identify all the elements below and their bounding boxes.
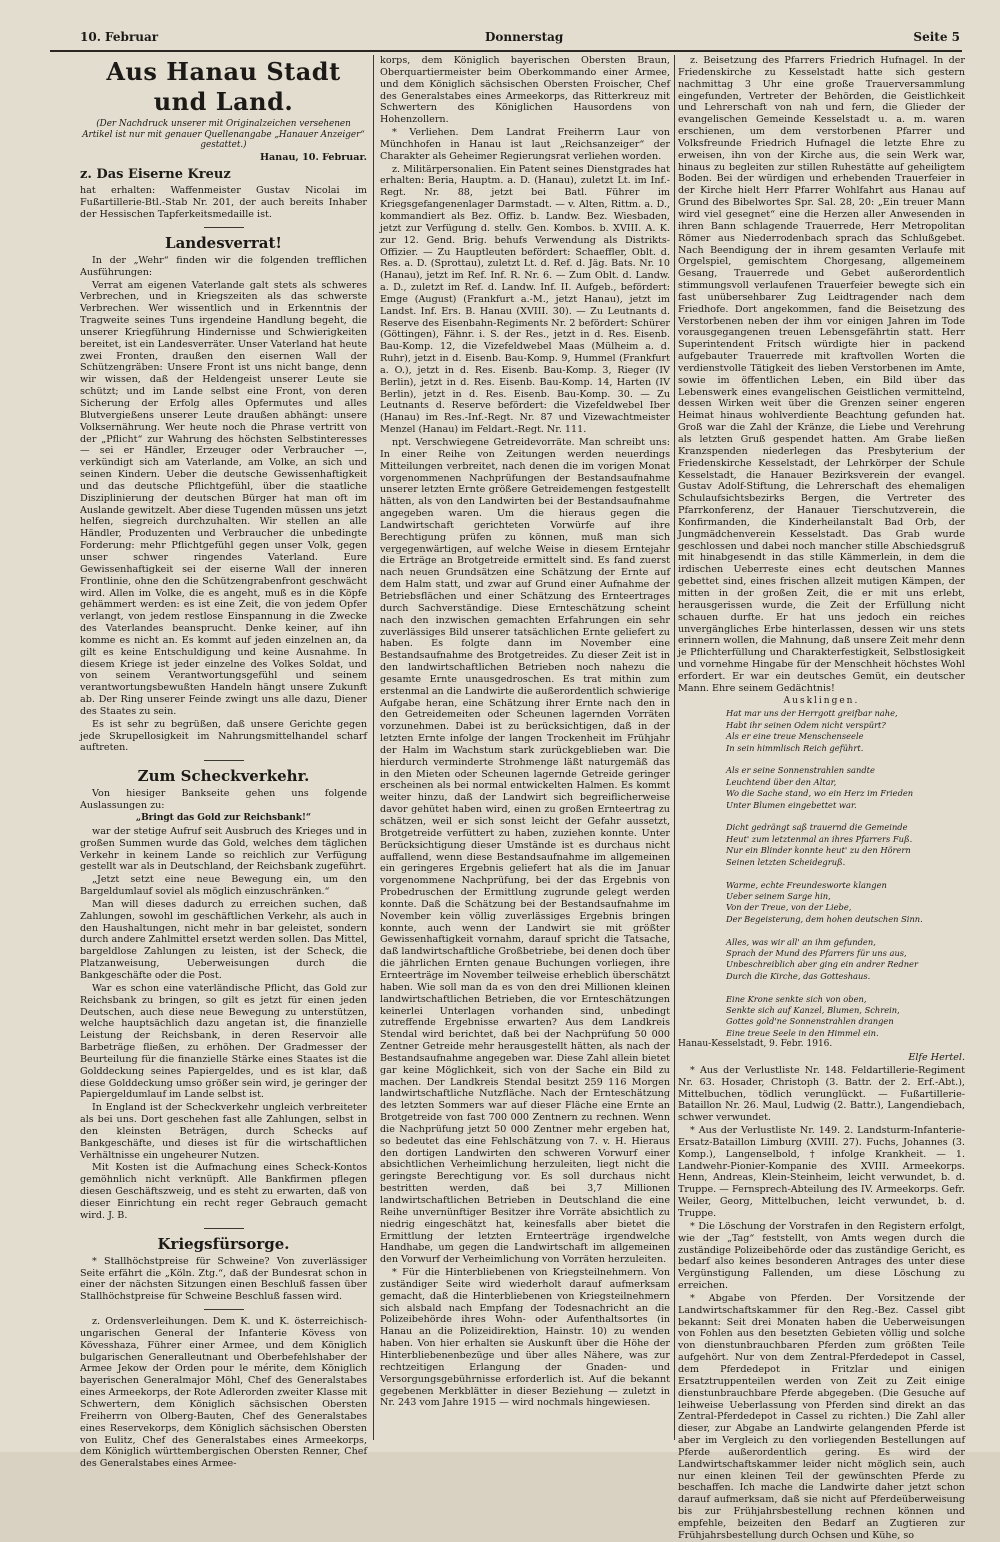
poem-place-date: Hanau-Kesselstadt, 9. Febr. 1916. [678,1039,833,1050]
poem-line: Dicht gedrängt saß trauernd die Gemeinde [726,822,908,833]
poem-line: Hat mar uns der Herrgott greifbar nahe, [726,708,898,719]
paragraph: In England ist der Scheckverkehr ungleich verbreiteter als bei uns. Dort geschehen fast alle Zahlungen, selbst in den kleinsten Beträgen, durch Schecks auf Bankgeschäfte, und dieses ist für die wirtschaftlichen Verhältnisse ein ungeheurer Nutzen. [80,1102,367,1161]
paragraph: * Für die Hinterbliebenen von Kriegsteilnehmern. Von zuständiger Seite wird wiederholt darauf aufmerksam gemacht, daß die Hinterbliebenen von Kriegsteilnehmern sich alsbald nach Empfang der Todesnachricht an die Polizeibehörde ihres Wohn- oder Aufenthaltsortes (in Hanau an die Polizeidirektion, Hainstr. 10) zu wenden haben. Von hier erhalten sie Auskunft über die Höhe der Hinterbliebenenbezüge und über alles Nähere, was zur rechtzeitigen Erlangung der Gnaden- und Versorgungsgebührnisse erforderlich ist. Auf die bekannt gegebenen Merkblätter in dieser Beziehung — zuletzt in Nr. 243 vom Jahre 1915 — wird nochmals hingewiesen. [380,1267,670,1409]
dateline: Hanau, 10. Februar. [259,151,367,163]
poem-line: Heut' zum letztenmal an ihres Pfarrers Fuß. [726,833,913,844]
paragraph: z. Beisetzung des Pfarrers Friedrich Hufnagel. In der Friedenskirche zu Kesselstadt hatte sich gestern nachmittag 3 Uhr eine große Trauerversammlung eingefunden, Vertreter der Behörden, die Geistlichkeit und Lehrerschaft von nah und fern, die Glieder der evangelischen Gemeinde Kesselstadt u. a. m. waren erschienen, um dem verstorbenen Pfarrer und Volksfreunde Friedrich Hufnagel die letzte Ehre zu erweisen, ihn von der Kirche aus, die sein Werk war, hinaus zu begleiten zur stillen Ruhestätte auf geheiligtem Boden. Bei der würdigen und erhebenden Trauerfeier in der Kirche hielt Herr Pfarrer Wohlfahrt aus Hanau auf Grund des Bibelwortes Spr. Sal. 28, 20: „Ein treuer Mann wird viel gesegnet“ eine die Herzen aller Anwesenden in ihren Bann schlagende Trauerrede, Herr Metropolitan Römer aus Niederrodenbach sprach das Schlußgebet. Nach Beendigung der in ihrem gesamten Verlaufe mit Orgelspiel, gemischtem Chorgesang, allgemeinem Gesang, Trauerrede und Gebet außerordentlich stimmungsvoll verlaufenen Trauerfeier bewegte sich ein fast unübersehbarer Zug Leidtragender nach dem Friedhofe. Dort angekommen, fand die Beisetzung des Verstorbenen neben der ihm vor einigen Jahren im Tode vorausgegangenen treuen Lebensgefährtin statt. Herr Superintendent Fritsch würdigte hier in packend aufgebauter Trauerrede mit kraftvollen Worten die verdienstvolle Tätigkeit des lieben Verstorbenen im Amte, sowie im öffentlichen Leben, ein Bild über das Lebenswerk eines evangelischen Geistlichen vermittelnd, dessen Wirken weit über die Grenzen seiner engeren Heimat hinaus wohlverdiente Beachtung gefunden hat. Groß war die Zahl der Kränze, die Liebe und Verehrung als letzten Gruß gespendet hatten. Am Grabe ließen Kranzspenden niederlegen das Presbyterium der Friedenskirche Kesselstadt, der Lehrkörper der Schule Kesselstadt, die Hanauer Bezirksverein der evangel. Gustav Adolf-Stiftung, die Lehrerschaft des ehemaligen Schulaufsichtsbezirks Bergen, die Vertreter des Pfarrkonferenz, der Hanauer Tierschutzverein, die Konfirmanden, die Kinderheilanstalt Bad Orb, der Jungmädchenverein Kesselstadt. Das Grab wurde geschlossen und dabei noch mancher stille Abschiedsgruß mit hinabgesendt in das stille Kämmerlein, in dem die irdischen Ueberreste eines echt deutschen Mannes gebettet sind, eines frischen allzeit mutigen Kämpen, der mitten in der großen Zeit, die er mit uns erlebt, herausgerissen wurde, die Zeit der Erfüllung nicht schauen durfte. Er hat uns jedoch ein reiches unvergängliches Erbe hinterlassen, dessen wir uns stets erinnern wollen, die Mahnung, daß unsere Zeit mehr denn je Pflichterfüllung und Charakterfestigkeit, Selbstlosigkeit und vornehme Hingabe für der Menschheit höchstes Wohl erfordert. Er war ein deutsches Gemüt, ein deutscher Mann. Ehre seinem Gedächtnis! [678,55,965,694]
paragraph: Mit Kosten ist die Aufmachung eines Scheck-Kontos gemöhnlich nicht verknüpft. Alle Bankfirmen pflegen diesen Geschäftszweig, und es steht zu erwarten, daß von dieser Einrichtung ein recht reger Gebrauch gemacht wird. J. B. [80,1162,367,1221]
poem-line: Wo die Sache stand, wo ein Herz im Frieden [726,788,914,799]
heading-scheckverkehr: Zum Scheckverkehr. [137,767,310,786]
paragraph: npt. Verschwiegene Getreidevorräte. Man schreibt uns: In einer Reihe von Zeitungen werden neuerdings Mitteilungen verbreitet, nach denen die im vorigen Monat vorgenommenen Nachprüfungen der Bestandsaufnahme unserer letzten Ernte größere Getreidemengen festgestellt hätten, als von den Landwirten bei der Bestandsaufnahme angegeben waren. Um die hieraus gegen die Landwirtschaft gerichteten Vorwürfe auf ihre Berechtigung prüfen zu können, muß man sich vergegenwärtigen, auf welche Weise in diesem Erntejahr die Erträge an Brotgetreide ermittelt sind. Es fand zuerst nach neuen Grundsätzen eine Schätzung der Ernte auf dem Halm statt, und zwar auf Grund einer Aufnahme der Betriebsflächen und einer Schätzung des Ernteertrages durch Sachverständige. Diese Ernteschätzung scheint nach den inzwischen gemachten Erfahrungen ein sehr zuverlässiges Bild unserer tatsächlichen Ernte geliefert zu haben. Es folgte dann im November eine Bestandsaufnahme des Brotgetreides. Zu dieser Zeit ist in den landwirtschaftlichen Betrieben noch nahezu die gesamte Ernte unausgedroschen. Es trat mithin zum erstenmal an die Landwirte die außerordentlich schwierige Aufgabe heran, eine Schätzung ihrer Ernte nach den in den Getreidemeiten oder Scheunen lagernden Vorräten vorzunehmen. Dabei ist zu berücksichtigen, daß in der letzten Ernte infolge der langen Trockenheit im Frühjahr der Halm im Wachstum stark zurückgeblieben war. Die hierdurch verminderte Strohmenge läßt naturgemäß das in den Mieten oder Scheunen lagernde Getreide geringer erscheinen als bei normal entwickelten Halmen. Es kommt weiter hinzu, daß der Landwirt sich begreiflicherweise davor gehütet haben wird, einen zu großen Ernteertrag zu schätzen, weil er sich sonst leicht der Gefahr aussetzt, Brotgetreide verfüttert zu haben, zuziehen konnte. Unter Berücksichtigung dieser Umstände ist es durchaus nicht auffallend, wenn diese Bestandsaufnahme im allgemeinen ein geringeres Ergebnis geliefert hat als die im Januar vorgenommene Nachprüfung, bei der das Ergebnis von Probedruschen der Ermittlung zugrunde gelegt werden konnte. Daß die Schätzung bei der Bestandsaufnahme im November kein völlig zuverlässiges Ergebnis bringen konnte, auch wenn der Landwirt sie mit größter Gewissenhaftigkeit vornahm, darauf spricht die Tatsache, daß landwirtschaftliche Großbetriebe, bei denen doch über die jährlichen Ernten genaue Buchungen vorliegen, ihre Ernteerträge im November teilweise erheblich überschätzt haben. Wie soll man da es von den drei Millionen kleinen landwirtschaftlichen Betrieben, die vor Ernteschätzungen keinerlei Unterlagen vorhanden sind, unbedingt zutreffende Ergebnisse erwarten? Aus dem Landkreis Stendal wird berichtet, daß bei der Nachprüfung 50 000 Zentner Getreide mehr herausgestellt hätten, als nach der Bestandsaufnahme angegeben war. Diese Zahl allein bietet gar keine Möglichkeit, sich von der Sache ein Bild zu machen. Der Landkreis Stendal besitzt 259 116 Morgen landwirtschaftliche Nutzfläche. Nach der Ernteschätzung des letzten Sommers war auf dieser Fläche eine Ernte an Brotgetreide von fast 700 000 Zentnern zu rechnen. Wenn die Nachprüfung jetzt 50 000 Zentner mehr ergeben hat, so bedeutet das eine Fehlschätzung von 7. v. H. Hieraus den dortigen Landwirten den schweren Vorwurf einer absichtlichen Verheimlichung herzuleiten, liegt nicht die geringste Berechtigung vor. Es soll durchaus nicht bestritten werden, daß bei 3,7 Millionen landwirtschaftlichen Betrieben in Deutschland die eine Reihe unvernünftiger Besitzer ihre Vorräte absichtlich zu niedrig eingeschätzt hat, keinesfalls aber bietet die Ermittlung der letzten Ernteerträge irgendwelche Handhabe, um gegen die Landwirtschaft im allgemeinen den Vorwurf der Verheimlichung von Vorräten herzuleiten. [380,437,670,1266]
header-weekday: Donnerstag [485,30,564,44]
paragraph: War es schon eine vaterländische Pflicht, das Gold zur Reichsbank zu bringen, so gilt es jetzt für einen jeden Deutschen, auch diese neue Bewegung zu unterstützen, welche hauptsächlich dazu angetan ist, die finanzielle Leistung der Reichsbank, in deren Reservoir alle Barbeträge fließen, zu erhöhen. Der Gradmesser der Beurteilung für die finanzielle Stärke eines Staates ist die Golddeckung seines Papiergeldes, und es ist klar, daß diese Golddeckung umso größer sein wird, je geringer der Papiergeldumlauf im Lande selbst ist. [80,982,367,1101]
poem-line: Ueber seinem Sarge hin, [726,890,831,901]
poem-line: Als er seine Sonnenstrahlen sandte [726,765,875,776]
poem-line: Unter Blumen eingebettet war. [726,799,857,810]
article-eiserne-kreuz: hat erhalten: Waffenmeister Gustav Nicolai im Fußartillerie-Btl.-Stab Nr. 201, der auch bereits Inhaber der Hessischen Tapferkeitsmedaille ist. [80,185,367,221]
paragraph: Man will dieses dadurch zu erreichen suchen, daß Zahlungen, sowohl im geschäftlichen Verkehr, als auch in den Haushaltungen, nicht mehr in bar geleistet, sondern durch andere Zahlmittel ersetzt werden sollen. Das Mittel, bargeldlose Zahlungen zu leisten, ist der Scheck, die Platzanweisung, Ueberweisungen durch die Bankgeschäfte oder die Post. [80,898,367,981]
poem-line: Der Begeisterung, dem hohen deutschen Sinn. [726,913,923,924]
poem-line: Durch die Kirche, das Gotteshaus. [726,970,871,981]
poem-line: Von der Treue, von der Liebe, [726,902,852,913]
copyright-note: (Der Nachdruck unserer mit Originalzeichen versehenen Artikel ist nur mit genauer Quellenangabe „Hanauer Anzeiger“ gestattet.) [82,119,365,150]
paragraph: * Aus der Verlustliste Nr. 149. 2. Landsturm-Infanterie-Ersatz-Bataillon Limburg (XVIII. 27). Fuchs, Johannes (3. Komp.), Langenselbold, † infolge Krankheit. — 1. Landwehr-Pionier-Kompanie des XVIII. Armeekorps. Henn, Andreas, Klein-Steinheim, leicht verwundet, b. d. Truppe. — Fernsprech-Abteilung des IV. Armeekorps. Gefr. Weiler, Georg, Mittelbuchen, leicht verwundet, b. d. Truppe. [678,1125,965,1219]
paragraph: z. Militärpersonalien. Ein Patent seines Dienstgrades hat erhalten: Beria, Hauptm. a. D. (Hanau), zuletzt Lt. im Inf.-Regt. Nr. 88, jetzt bei Batl. Führer im Kriegsgefangenenlager Darmstadt. — v. Alten, Rittm. a. D., kommandiert als Bez. Offiz. b. Landw. Bez. Wiesbaden, jetzt zur Verfügung d. stellv. Gen. Kombos. b. XVIII. A. K. zur 12. Gend. Brig. behufs Verwendung als Distrikts-Offizier. — Zu Hauptleuten befördert: Schaeffler, Oblt. d. Res. a. D. (Sprottau), zuletzt Lt. d. Ref. d. Jäg. Bats. Nr. 10 (Hanau), jetzt im Ref. Inf. R. Nr. 6. — Zum Oblt. d. Landw. a. D., zuletzt im Ref. d. Landw. Inf. II. Aufgeb., befördert: Emge (August) (Frankfurt a.-M., jetzt Hanau), jetzt im Landst. Inf. Ers. B. Hanau (XVIII. 30). — Zu Leutnants d. Reserve des Eisenbahn-Regiments Nr. 2 befördert: Schürer (Göttingen), Fähnr. i. S. der Res., jetzt in d. Res. Eisenb. Bau-Komp. 12, die Vizefeldwebel Maas (Mülheim a. d. Ruhr), jetzt in d. Eisenb. Bau-Komp. 9, Hummel (Frankfurt a. O.), jetzt in d. Res. Eisenb. Bau-Komp. 3, Rieger (IV Berlin), jetzt in d. Res. Eisenb. Bau-Komp. 14, Harten (IV Berlin), jetzt in d. Res. Eisenb. Bau-Komp. 30. — Zu Leutnants d. Reserve befördert: die Vizefeldwebel Iber (Hanau) im Res.-Inf.-Regt. Nr. 87 und Vizewachtmeister Menzel (Hanau) im Feldart.-Regt. Nr. 111. [380,163,670,436]
divider [204,1228,244,1229]
paragraph: * Verliehen. Dem Landrat Freiherrn Laur von Münchhofen in Hanau ist laut „Reichsanzeiger“ der Charakter als Geheimer Regierungsrat verliehen worden. [380,127,670,162]
poem-line: Eine treue Seele in den Himmel ein. [726,1027,879,1038]
poem-line: Eine Krone senkte sich von oben, [726,993,867,1004]
poem-line: Als er eine treue Menschenseele [726,731,864,742]
poem-line [678,925,965,935]
paragraph: * Aus der Verlustliste Nr. 148. Feldartillerie-Regiment Nr. 63. Hosader, Christoph (3. Battr. der 2. Erf.-Abt.), Mittelbuchen, tödlich verunglückt. — Fußartillerie-Bataillon Nr. 26. Maul, Ludwig (2. Battr.), Langendiebach, schwer verwundet. [678,1064,965,1124]
paragraph: In der „Wehr“ finden wir die folgenden trefflichen Ausführungen: [80,254,367,278]
header-date: 10. Februar [80,30,159,44]
slogan: „Bringt das Gold zur Reichsbank!“ [135,813,312,823]
column-rule-2 [674,55,675,1440]
paragraph: Verrat am eigenen Vaterlande galt stets als schweres Verbrechen, und in Kriegszeiten als das schwerste Verbrechen. Wer wissentlich und in Erkenntnis der Tragweite seines Tuns irgendeine Handlung begeht, die unserer Kriegführung Hindernisse und Schwierigkeiten bereitet, ist ein Landesverräter. Unser Vaterland hat heute zwei Fronten, draußen den eisernen Wall der Schützengräben: Unsere Front ist uns nicht bange, denn wir wissen, daß der Heldengeist unserer Leute sie schützt; und im Lande selbst eine Front, von deren Sicherung der Erfolg alles Opfermutes und alles Blutvergießens unserer Leute draußen abhängt: unsere Volksernährung. Wer heute noch die Phrase vertritt von der „Pflicht“ zur Wahrung des höchsten Selbstinteresses — sei er Händler, Erzeuger oder Verbraucher —, verkündigt sich am Vaterlande, am Volke, an sich und seinen Kindern. Ueber die deutsche Gewissenhaftigkeit und das deutsche Pflichtgefühl, über die staatliche Disziplinierung der deutschen Bürger hat man oft im Auslande gewitzelt. Aber diese Tugenden müssen uns jetzt helfen, siegreich durchzuhalten. Wir stellen an alle Händler, Produzenten und Verbraucher die unbedingte Forderung: mehr Pflichtgefühl gegen unser Volk, gegen unser schwer ringendes Vaterland. Eure Gewissenhaftigkeit sei der eiserne Wall der inneren Frontlinie, ohne den die Schützengrabenfront geschwächt wird. Allen im Volke, die es angeht, muß es in die Köpfe gehämmert werden: es ist eine Zeit, die von jedem Opfer verlangt, von jedem restlose Einspannung in die Zwecke des Vaterlandes beansprucht. Denke keiner, auf ihn komme es nicht an. Es kommt auf jeden einzelnen an, da gilt es keine Entschuldigung und keine Ausnahme. In diesem Kriege ist jeder einzelne des Volkes Soldat, und von seinem Verantwortungsgefühl und seinem verantwortungsbewußten Handeln hängt unsere Zukunft ab. Der Ring unserer Feinde zwingt uns alle dazu, Diener des Staates zu sein. [80,279,367,717]
poem-signature: Elfe Hertel. [908,1052,965,1064]
header-rule [50,50,962,52]
poem-line: Seinen letzten Scheidegruß. [726,856,846,867]
paragraph: * Die Löschung der Vorstrafen in den Registern erfolgt, wie der „Tag“ feststellt, von Amts wegen durch die zuständige Polizeibehörde oder das zuständige Gericht, es bedarf also keines besonderen Antrages des unter diese Vergünstigung Fallenden, um diese Löschung zu erreichen. [678,1220,965,1292]
poem-line [678,811,965,821]
poem-title: Ausklingen. [783,695,860,706]
paragraph: „Jetzt setzt eine neue Bewegung ein, um den Bargeldumlauf soviel als möglich einzuschränken.“ [80,874,367,898]
poem-line: Warme, echte Freundesworte klangen [726,879,887,890]
poem-line [678,982,965,992]
poem-line: In sein himmlisch Reich geführt. [726,742,864,753]
divider [204,760,244,761]
poem-line: Nur ein Blinder konnte heut' zu den Hörern [726,845,911,856]
poem-line [678,868,965,878]
section-masthead: Aus Hanau Stadt und Land. [106,57,341,116]
poem-line: Unbeschreiblich aber ging ein andrer Redner [726,959,918,970]
poem-line: Gottes gold'ne Sonnenstrahlen drangen [726,1016,894,1027]
poem-line: Leuchtend über den Altar, [726,776,837,787]
poem-line: Habt ihr seinen Odem nicht verspürt? [726,719,886,730]
paragraph: * Stallhöchstpreise für Schweine? Von zuverlässiger Seite erfährt die „Köln. Ztg.“, daß der Bundesrat schon in einer der nächsten Sitzungen einen Beschluß fassen über Stallhöchstpreise für Schweine Beschluß fassen wird. [80,1255,367,1303]
paragraph: Es ist sehr zu begrüßen, daß unsere Gerichte gegen jede Skrupellosigkeit im Nahrungsmittelhandel scharf auftreten. [80,718,367,754]
heading-eiserne-kreuz: z. Das Eiserne Kreuz [80,167,231,183]
column-2 [380,55,670,1440]
paragraph: war der stetige Aufruf seit Ausbruch des Krieges und in großen Summen wurde das Gold, welches dem täglichen Verkehr in keinem Lande so reichlich zur Verfügung gestellt war als in Deutschland, der Reichsbank zugeführt. [80,825,367,873]
paragraph: korps, dem Königlich bayerischen Obersten Braun, Oberquartiermeister beim Oberkommando einer Armee, und dem Königlich sächsischen Obersten Froischer, Chef des Generalstabes eines Armeekorps, das Ritterkreuz mit Schwertern des Königlichen Hausordens von Hohenzollern. [380,55,670,126]
poem-line: Sprach der Mund des Pfarrers für uns aus, [726,947,907,958]
heading-landesverrat: Landesverrat! [165,233,282,252]
poem [678,708,965,1038]
page-header [50,30,960,50]
poem-line: Alles, was wir all' an ihm gefunden, [726,936,876,947]
column-1 [80,55,367,1470]
divider [204,227,244,228]
column-3 [678,55,965,1541]
paragraph: * Abgabe von Pferden. Der Vorsitzende der Landwirtschaftskammer für den Reg.-Bez. Cassel gibt bekannt: Seit drei Monaten haben die Ueberweisungen von Fohlen aus den besetzten Gebieten völlig und solche von dienstunbrauchbaren Pferden zum größten Teile aufgehört. Nur von dem Zentral-Pferdedepot in Cassel, dem Pferdedepot in Fritzlar und einigen Ersatztruppenteilen werden von Zeit zu Zeit einige dienstunbrauchbare Pferde abgegeben. (Die Gesuche auf leihweise Ueberlassung von Pferden sind direkt an das Zentral-Pferdedepot in Cassel zu richten.) Die Zahl aller dieser, zur Abgabe an Landwirte gelangenden Pferde ist aber im Vergleich zu den vorliegenden Bestellungen auf Pferde außerordentlich gering. Es wird der Landwirtschaftskammer leider nicht möglich sein, auch nur einen kleinen Teil der gewünschten Pferde zu beschaffen. Ich mache die Landwirte daher jetzt schon darauf aufmerksam, daß sie nicht auf Pferdeüberweisung bis zur Frühjahrsbestellung rechnen können und empfehle, beizeiten den Bedarf an Zugtieren zur Frühjahrsbestellung durch Ochsen und Kühe, so [678,1292,965,1541]
paragraph: z. Ordensverleihungen. Dem K. und K. österreichisch-ungarischen General der Infanterie Kövess von Kövesshaza, Führer einer Armee, und dem Königlich bulgarischen Generalleutnant und Oberbefehlshaber der Armee Jekow der Orden pour le mérite, dem Königlich bayerischen Generalmajor Möhl, Chef des Generalstabes eines Armeekorps, der Rote Adlerorden zweiter Klasse mit Schwertern, dem Königlich sächsischen Obersten Freiherrn von Olberg-Bauten, Chef des Generalstabes eines Reservekorps, dem Königlich sächsischen Obersten von Eulitz, Chef des Generalstabes eines Armeekorps, dem Königlich württembergischen Obersten Renner, Chef des Generalstabes eines Armee- [80,1316,367,1470]
heading-kriegsfuersorge: Kriegsfürsorge. [157,1234,290,1253]
poem-line: Senkte sich auf Kanzel, Blumen, Schrein, [726,1004,900,1015]
column-rule-1 [373,55,374,1440]
poem-line [678,754,965,764]
divider [204,1309,244,1310]
header-page-number: Seite 5 [913,30,960,44]
paragraph: Von hiesiger Bankseite gehen uns folgende Auslassungen zu: [80,788,367,812]
